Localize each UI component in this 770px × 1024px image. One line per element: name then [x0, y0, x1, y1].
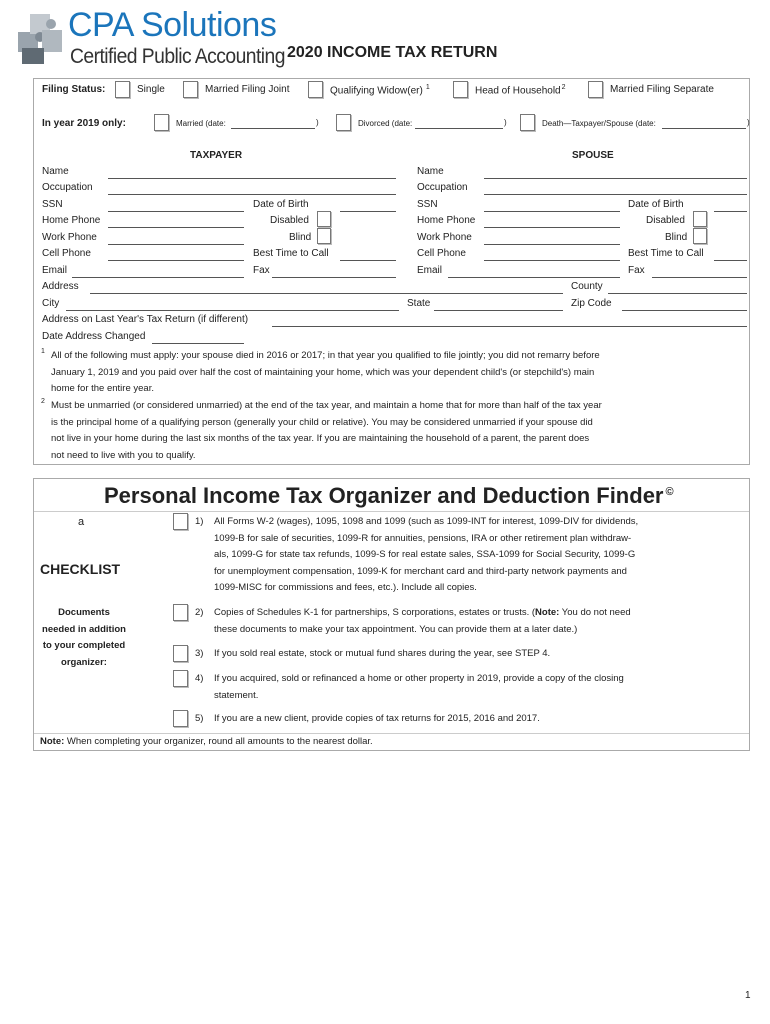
- organizer-header-divider: [34, 511, 749, 512]
- death-2019-close: ): [747, 118, 750, 127]
- item-3-line: If you sold real estate, stock or mutual fund shares during the year, see STEP 4.: [214, 648, 551, 659]
- documents-needed-line: to your completed: [42, 640, 126, 651]
- married-joint-checkbox[interactable]: [183, 81, 198, 98]
- stray-mark: a: [78, 516, 85, 528]
- taxpayer-cell-phone-label: Cell Phone: [42, 248, 91, 259]
- item-4-text: [214, 671, 624, 704]
- footnote-2-line: is the principal home of a qualifying person (generally your child or relative). You may be considered unmarried if your spouse did: [51, 416, 593, 428]
- taxpayer-disabled-checkbox[interactable]: [317, 211, 331, 227]
- documents-needed-line: needed in addition: [42, 623, 126, 635]
- footnote-1-line: January 1, 2019 and you paid over half the cost of maintaining your home, which was your dependent child's (or stepchild's) main: [51, 366, 595, 378]
- divorced-2019-label: Divorced (date:: [358, 119, 413, 128]
- spouse-header: SPOUSE: [572, 150, 614, 161]
- item-1-checkbox[interactable]: [173, 513, 188, 530]
- taxpayer-ssn-label: SSN: [42, 199, 63, 210]
- documents-needed-label: [36, 605, 132, 671]
- document-title: 2020 INCOME TAX RETURN: [287, 44, 498, 61]
- spouse-disabled-checkbox[interactable]: [693, 211, 707, 227]
- married-2019-date-input[interactable]: [231, 128, 315, 129]
- item-1-text: [214, 514, 638, 597]
- footnote-2-line: not need to live with you to qualify.: [51, 449, 196, 461]
- item-1-line: for unemployment compensation, 1099-K for merchant card and third-party network payments and: [214, 565, 627, 577]
- item-2-checkbox[interactable]: [173, 604, 188, 621]
- last-year-address-input[interactable]: [272, 326, 747, 327]
- page-number: 1: [745, 990, 751, 1001]
- married-separate-label: Married Filing Separate: [610, 84, 714, 95]
- item-4-line: statement.: [214, 689, 259, 701]
- item-1-line: als, 1099-G for state tax refunds, 1099-S for real estate sales, SSA-1099 for Social Security, 1099-G: [214, 549, 636, 560]
- spouse-email-label: Email: [417, 265, 443, 276]
- taxpayer-email-label: Email: [42, 265, 68, 276]
- taxpayer-ssn-input[interactable]: [108, 211, 244, 212]
- spouse-occupation-input[interactable]: [484, 194, 747, 195]
- address-label: Address: [42, 281, 79, 292]
- organizer-title: Personal Income Tax Organizer and Deduction Finder ©: [104, 483, 674, 508]
- death-2019-label: Death—Taxpayer/Spouse (date:: [542, 119, 656, 128]
- spouse-occupation-label: Occupation: [417, 182, 468, 193]
- footnote-2-line: not live in your home during the last six months of the tax year. If you are maintaining the household of a parent, the parent does: [51, 433, 590, 444]
- spouse-dob-input[interactable]: [714, 211, 747, 212]
- spouse-home-phone-input[interactable]: [484, 227, 620, 228]
- footnote-1-line: All of the following must apply: your spouse died in 2016 or 2017; in that year you qualified to file jointly; you did not remarry before: [51, 350, 600, 361]
- item-4-checkbox[interactable]: [173, 670, 188, 687]
- address-input[interactable]: [90, 293, 563, 294]
- taxpayer-fax-label: Fax: [253, 265, 270, 276]
- divorced-2019-date-input[interactable]: [415, 128, 503, 129]
- spouse-fax-label: Fax: [628, 265, 645, 276]
- widow-checkbox[interactable]: [308, 81, 323, 98]
- single-checkbox[interactable]: [115, 81, 130, 98]
- state-input[interactable]: [434, 310, 563, 311]
- married-2019-close: ): [316, 118, 319, 127]
- taxpayer-cell-phone-input[interactable]: [108, 260, 244, 261]
- taxpayer-occupation-label: Occupation: [42, 182, 93, 193]
- spouse-best-time-input[interactable]: [714, 260, 747, 261]
- taxpayer-work-phone-input[interactable]: [108, 244, 244, 245]
- spouse-ssn-label: SSN: [417, 199, 438, 210]
- item-3-number: 3): [195, 648, 204, 659]
- spouse-cell-phone-input[interactable]: [484, 260, 620, 261]
- married-joint-label: Married Filing Joint: [205, 84, 290, 95]
- item-1-line: All Forms W-2 (wages), 1095, 1098 and 1099 (such as 1099-INT for interest, 1099-DIV for dividends,: [214, 516, 639, 527]
- taxpayer-name-input[interactable]: [108, 178, 396, 179]
- item-3-checkbox[interactable]: [173, 645, 188, 662]
- taxpayer-home-phone-input[interactable]: [108, 227, 244, 228]
- item-1-number: 1): [195, 516, 204, 527]
- city-label: City: [42, 298, 60, 309]
- spouse-home-phone-label: Home Phone: [417, 215, 476, 226]
- spouse-fax-input[interactable]: [652, 277, 747, 278]
- state-label: State: [407, 298, 431, 309]
- documents-needed-line: organizer:: [61, 656, 107, 668]
- taxpayer-blind-checkbox[interactable]: [317, 228, 331, 244]
- spouse-best-time-label: Best Time to Call: [628, 248, 704, 259]
- item-5-number: 5): [195, 713, 204, 724]
- item-5-text: [214, 711, 540, 728]
- taxpayer-home-phone-label: Home Phone: [42, 215, 101, 226]
- spouse-cell-phone-label: Cell Phone: [417, 248, 466, 259]
- footnote-1-number: 1: [41, 348, 45, 355]
- city-input[interactable]: [66, 310, 399, 311]
- puzzle-logo-icon: [18, 10, 66, 66]
- checklist-heading: CHECKLIST: [40, 561, 121, 577]
- taxpayer-email-input[interactable]: [72, 277, 244, 278]
- taxpayer-occupation-input[interactable]: [108, 194, 396, 195]
- married-separate-checkbox[interactable]: [588, 81, 603, 98]
- footnote-2: [51, 398, 602, 464]
- item-1-line: 1099-B for sale of securities, 1099-R for annuities, pensions, IRA or other retirement plan withdraw-: [214, 532, 632, 544]
- last-year-address-label: Address on Last Year's Tax Return (if different): [42, 314, 249, 325]
- taxpayer-dob-input[interactable]: [340, 211, 396, 212]
- taxpayer-disabled-label: Disabled: [270, 215, 309, 226]
- logo: [18, 6, 288, 72]
- spouse-email-input[interactable]: [448, 277, 620, 278]
- death-2019-checkbox[interactable]: [520, 114, 535, 131]
- item-5-line: If you are a new client, provide copies of tax returns for 2015, 2016 and 2017.: [214, 713, 540, 724]
- county-label: County: [571, 281, 603, 292]
- spouse-disabled-label: Disabled: [646, 215, 685, 226]
- head-household-label: Head of Household$^2$: [475, 84, 566, 97]
- taxpayer-work-phone-label: Work Phone: [42, 232, 97, 243]
- spouse-ssn-input[interactable]: [484, 211, 620, 212]
- rounding-note: Note: When completing your organizer, round all amounts to the nearest dollar.: [40, 736, 373, 747]
- brand-tagline: Certified Public Accounting: [70, 45, 285, 68]
- spouse-name-label: Name: [417, 166, 444, 177]
- divorced-2019-close: ): [504, 118, 507, 127]
- county-input[interactable]: [608, 293, 747, 294]
- zip-label: Zip Code: [571, 298, 612, 309]
- single-label: Single: [137, 84, 165, 95]
- item-4-number: 4): [195, 673, 204, 684]
- divorced-2019-checkbox[interactable]: [336, 114, 351, 131]
- taxpayer-header: TAXPAYER: [190, 150, 243, 161]
- spouse-work-phone-input[interactable]: [484, 244, 620, 245]
- taxpayer-dob-label: Date of Birth: [253, 199, 309, 210]
- footnote-2-line: Must be unmarried (or considered unmarried) at the end of the tax year, and maintain a home that for more than half of the tax year: [51, 400, 602, 411]
- item-5-checkbox[interactable]: [173, 710, 188, 727]
- footnote-2-number: 2: [41, 398, 45, 405]
- spouse-name-input[interactable]: [484, 178, 747, 179]
- year-2019-label: In year 2019 only:: [42, 118, 126, 129]
- spouse-blind-checkbox[interactable]: [693, 228, 707, 244]
- spouse-blind-label: Blind: [665, 232, 688, 243]
- married-2019-checkbox[interactable]: [154, 114, 169, 131]
- documents-needed-line: Documents: [58, 607, 110, 618]
- item-2-line: Copies of Schedules K-1 for partnerships, S corporations, estates or trusts. (Note: You do not need: [214, 607, 631, 618]
- item-1-line: 1099-MISC for commissions and fees, etc.). Include all copies.: [214, 582, 477, 593]
- spouse-work-phone-label: Work Phone: [417, 232, 472, 243]
- filing-status-label: Filing Status:: [42, 84, 106, 95]
- item-4-line: If you acquired, sold or refinanced a home or other property in 2019, provide a copy of the closing: [214, 673, 624, 684]
- item-2-line: these documents to make your tax appointment. You can provide them at a later date.): [214, 623, 578, 635]
- widow-label: Qualifying Widow(er) $^1$: [330, 84, 430, 97]
- death-2019-date-input[interactable]: [662, 128, 746, 129]
- married-2019-label: Married (date:: [176, 119, 226, 128]
- spouse-dob-label: Date of Birth: [628, 199, 684, 210]
- taxpayer-best-time-label: Best Time to Call: [253, 248, 329, 259]
- taxpayer-best-time-input[interactable]: [340, 260, 396, 261]
- head-household-checkbox[interactable]: [453, 81, 468, 98]
- zip-input[interactable]: [622, 310, 747, 311]
- footnote-1: [51, 348, 600, 398]
- item-2-number: 2): [195, 607, 204, 618]
- taxpayer-name-label: Name: [42, 166, 69, 177]
- date-changed-input[interactable]: [152, 343, 244, 344]
- footnote-1-line: home for the entire year.: [51, 383, 154, 394]
- item-3-text: [214, 646, 550, 663]
- brand-name: CPA Solutions: [68, 6, 277, 44]
- taxpayer-blind-label: Blind: [289, 232, 312, 243]
- taxpayer-fax-input[interactable]: [272, 277, 396, 278]
- date-changed-label: Date Address Changed: [42, 331, 146, 342]
- item-2-text: [214, 605, 631, 638]
